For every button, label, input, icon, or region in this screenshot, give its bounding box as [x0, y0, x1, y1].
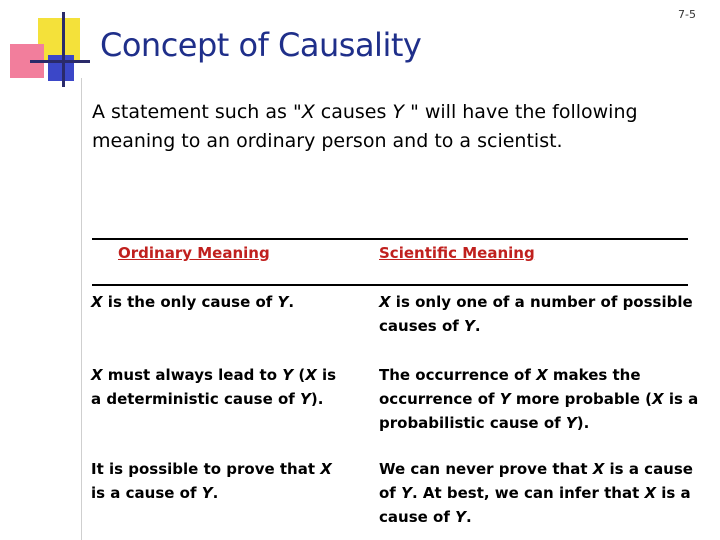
cell-text: is a probabilistic cause of	[379, 390, 699, 432]
cell-text: ).	[310, 390, 324, 408]
cell-text: is a cause of	[379, 460, 693, 502]
logo-blue-square	[48, 55, 74, 81]
logo-horizontal-line	[30, 60, 90, 63]
variable-text: X	[91, 293, 103, 311]
row2-ordinary	[91, 363, 341, 411]
intro-text: " will have the following meaning to an ordinary person and to a scientist.	[92, 101, 638, 152]
variable-text: Y	[464, 317, 475, 335]
cell-text: .	[288, 293, 295, 311]
logo-vertical-line	[62, 12, 65, 87]
variable-text: X	[91, 366, 103, 384]
slide-title: Concept of Causality	[100, 26, 422, 64]
slide-logo	[0, 0, 100, 90]
cell-text: .	[474, 317, 481, 335]
intro-paragraph	[92, 98, 652, 156]
variable-text: Y	[499, 390, 511, 408]
variable-text: Y	[300, 390, 311, 408]
cell-text: .	[465, 508, 472, 526]
page-number: 7-5	[678, 8, 696, 21]
cell-text: makes the occurrence of	[379, 366, 641, 408]
row3-ordinary	[91, 457, 341, 505]
intro-text: causes	[314, 101, 393, 123]
variable-text: X	[652, 390, 664, 408]
cell-text: (	[293, 366, 306, 384]
row3-scientific	[379, 457, 699, 529]
cell-text: We can never prove that	[379, 460, 593, 478]
variable-text: X	[320, 460, 332, 478]
row1-scientific	[379, 290, 699, 338]
variable-text: Y	[201, 484, 213, 502]
variable-text: X	[644, 484, 657, 502]
cell-text: .	[212, 484, 219, 502]
cell-text: The occurrence of	[379, 366, 537, 384]
row2-scientific	[379, 363, 699, 435]
variable-text: X	[536, 366, 548, 384]
cell-text: is only one of a number of possible causes of	[379, 293, 693, 335]
cell-text: ).	[576, 414, 590, 432]
intro-text: A statement such as "	[92, 101, 302, 123]
header-scientific-meaning: Scientific Meaning	[379, 244, 535, 262]
variable-text: Y	[401, 484, 412, 502]
variable-text: Y	[277, 293, 289, 311]
logo-yellow-square	[38, 18, 80, 60]
variable-text: Y	[565, 414, 577, 432]
header-ordinary-meaning: Ordinary Meaning	[118, 244, 270, 262]
intro-var-x: X	[301, 101, 315, 123]
variable-text: Y	[282, 366, 294, 384]
row1-ordinary	[91, 290, 341, 314]
variable-text: Y	[455, 508, 466, 526]
cell-text: is a cause of	[91, 484, 202, 502]
intro-var-y: Y	[392, 101, 405, 123]
variable-text: X	[379, 293, 391, 311]
variable-text: X	[592, 460, 605, 478]
cell-text: more probable (	[510, 390, 653, 408]
cell-text: is a cause of	[379, 484, 691, 526]
variable-text: X	[305, 366, 317, 384]
left-rule	[81, 78, 82, 540]
table-top-rule	[92, 238, 688, 240]
cell-text: It is possible to prove that	[91, 460, 321, 478]
cell-text: . At best, we can infer that	[411, 484, 645, 502]
cell-text: must always lead to	[102, 366, 283, 384]
cell-text: is the only cause of	[102, 293, 278, 311]
cell-text: is a deterministic cause of	[91, 366, 337, 408]
table-header-rule	[92, 284, 688, 286]
